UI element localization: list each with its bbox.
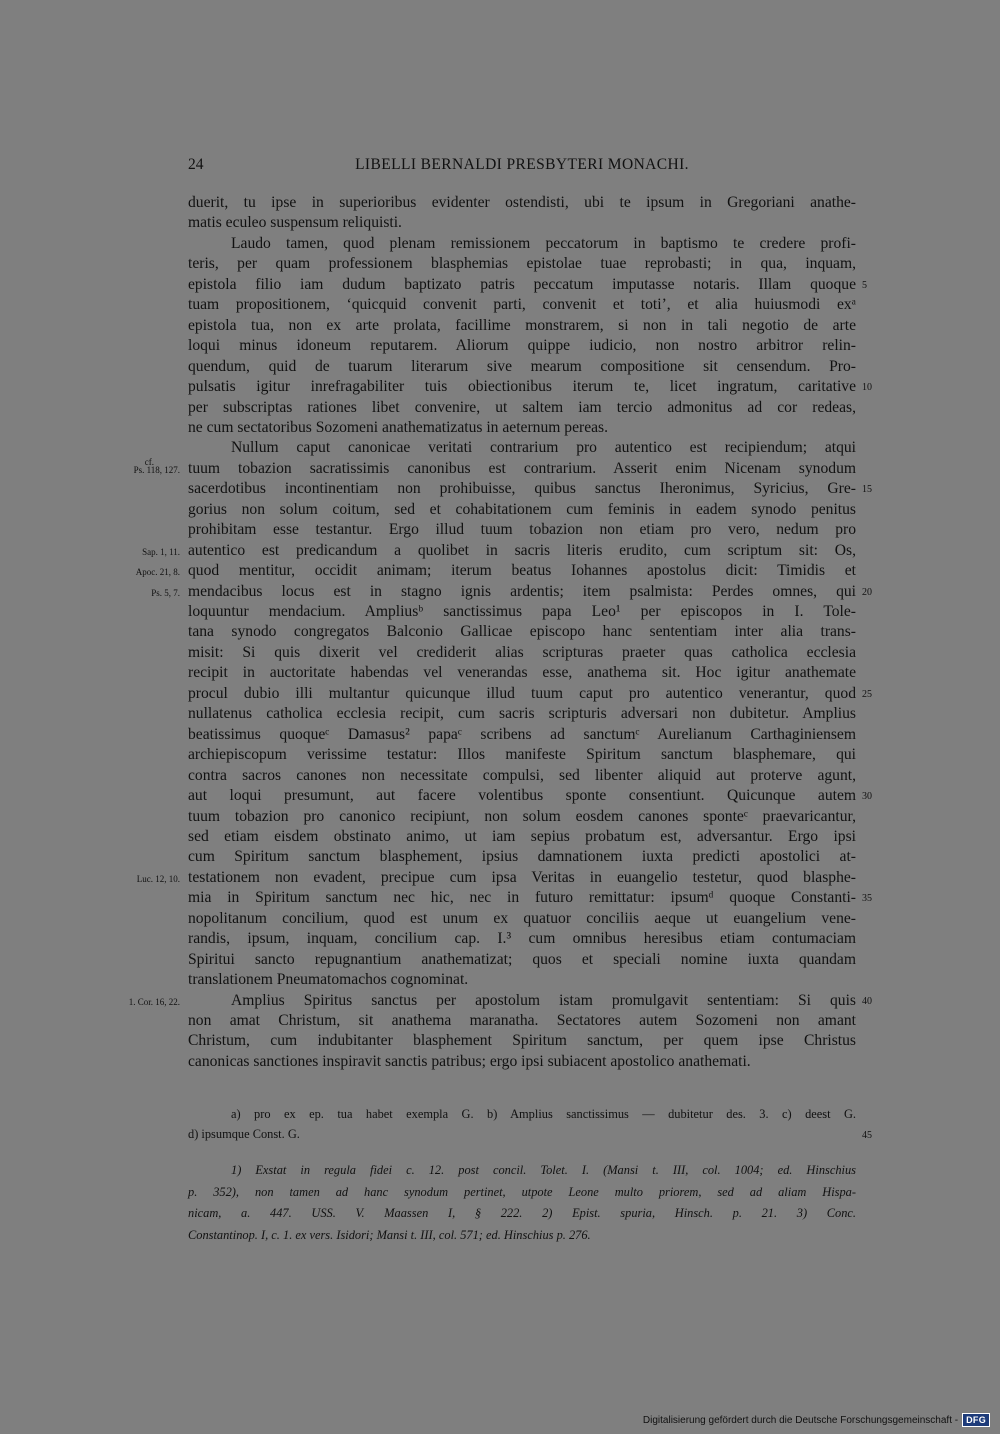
text-line: cum Spiritum sanctum blasphement, ipsius damnationem iuxta predicti apostolici at- — [188, 848, 856, 866]
text-line: teris, per quam professionem blasphemias epistolae tuae reprobasti; in qua, inquam, — [188, 255, 856, 273]
running-title: LIBELLI BERNALDI PRESBYTERI MONACHI. — [355, 156, 689, 173]
text-line: tuam propositionem, ‘quicquid convenit parti, convenit et toti’, et alia huiusmodi exᵃ — [188, 296, 856, 314]
text-line: non amat Christum, sit anathema maranatha. Sectatores autem Sozomeni non amant — [188, 1012, 856, 1029]
text-line: per subscriptas rationes libet convenire, ut saltem iam tercio admonitus ad cor redeas, — [188, 398, 856, 416]
line-number: 20 — [862, 586, 872, 598]
margin-reference: cf. — [144, 456, 154, 467]
line-number: 45 — [862, 1130, 872, 1141]
text-line: sacerdotibus incontinentiam non prohibuisse, quibus sanctus Iheronimus, Syricius, Gre- — [188, 480, 856, 498]
text-line: procul dubio illi multantur quicunque illud tuum caput pro autentico venerantur, quod — [188, 684, 856, 702]
text-line: beatissimus quoqueᶜ Damasus² papaᶜ scribens ad sanctumᶜ Aurelianum Carthaginiensem — [188, 725, 856, 743]
text-line: Laudo tamen, quod plenam remissionem peccatorum in baptismo te credere profi- — [231, 234, 856, 252]
text-line: recipit in auctoritate habendas vel venerandas esse, anathema sit. Hoc igitur anathemate — [188, 664, 856, 682]
text-line: ne cum sectatoribus Sozomeni anathematizatus in aeternum pereas. — [188, 418, 609, 436]
text-line: Nullum caput canonicae veritati contrarium pro autentico est recipiendum; atqui — [231, 439, 856, 457]
text-line: loqui minus idoneum reputarem. Aliorum quippe iudicio, non nostro arbitror relin- — [188, 337, 856, 355]
margin-reference: Sap. 1, 11. — [142, 546, 180, 557]
text-line: mendacibus locus est in stagno ignis ardentis; item psalmista: Perdes omnes, qui — [188, 582, 856, 600]
text-line: tuum tobazion pro canonico recipiunt, non solum eosdem canones sponteᶜ praevaricantur, — [188, 807, 856, 825]
text-line: translationem Pneumatomachos cognominat. — [188, 971, 469, 989]
margin-reference: Apoc. 21, 8. — [135, 567, 180, 578]
text-line: misit: Si quis dixerit vel crediderit alias scripturas praeter quas catholica ecclesia — [188, 643, 856, 661]
variant-line: a) pro ex ep. tua habet exempla G. b) Amplius sanctissimus — dubitetur des. 3. c) deest G. — [231, 1107, 856, 1121]
text-line: duerit, tu ipse in superioribus evidenter ostendisti, ubi te ipsum in Gregoriani anathe- — [188, 194, 856, 211]
text-line: contra sacros canones non necessitate compulsi, sed libenter aliquid aut proterve agunt, — [188, 766, 856, 784]
text-line: tana synodo congregatos Balconio Gallicae episcopo hanc sententiam inter alia trans- — [188, 623, 856, 641]
text-line: nopolitanum concilium, quod est unum ex quatuor conciliis aeque ut euangelium vene- — [188, 909, 856, 927]
line-number: 40 — [862, 995, 872, 1007]
variant-line: d) ipsumque Const. G. — [188, 1127, 300, 1141]
text-line: Amplius Spiritus sanctus per apostolum istam promulgavit sententiam: Si quis — [231, 991, 856, 1009]
text-line: archiepiscopum verissime testatur: Illos manifeste Spiritum sanctum blasphemare, qui — [188, 746, 856, 764]
footnote-line: 1) Exstat in regula fidei c. 12. post concil. Tolet. I. (Mansi t. III, col. 1004; ed. Hinschius — [231, 1163, 856, 1177]
text-line: prohibitam esse testantur. Ergo illud tuum tobazion non etiam pro vero, nedum pro — [188, 521, 856, 539]
text-line: Spiritui sancto repugnantium anathematizat; quos et speciali nomine iuxta quandam — [188, 950, 856, 968]
text-line: autentico est predicandum a quolibet in sacris literis erudito, cum scriptum sit: Os, — [188, 541, 856, 559]
line-number: 30 — [862, 791, 872, 803]
text-line: nullatenus catholica ecclesia recipit, cum sacris scripturis adversari non dubitetur. Amplius — [188, 705, 856, 723]
margin-reference: 1. Cor. 16, 22. — [128, 996, 180, 1007]
text-line: sed etiam eisdem obstinato animo, ut iam sepius probatum est, adversantur. Ergo ipsi — [188, 827, 856, 845]
text-line: gorius non solum coitum, sed et cohabitationem cum feminis in eadem synodo penitus — [188, 500, 856, 518]
text-line: quod mentitur, occidit animam; iterum beatus Iohannes apostolus dicit: Timidis et — [188, 562, 856, 580]
line-number: 15 — [862, 484, 872, 496]
text-line: epistola filio iam dudum baptizato patris peccatum imputasse notaris. Illam quoque — [188, 275, 856, 293]
text-line: pulsatis igitur inrefragabiliter tuis obiectionibus iterum te, licet ingratum, caritative — [188, 378, 856, 396]
text-line: loquuntur mendacium. Ampliusᵇ sanctissimus papa Leo¹ per episcopos in I. Tole- — [188, 603, 856, 620]
text-line: canonicas sanctiones inspiravit sanctis patribus; ergo ipsi subiacent apostolico anathemati. — [188, 1052, 751, 1070]
margin-reference: Luc. 12, 10. — [136, 873, 180, 884]
margin-reference: Ps. 5, 7. — [151, 587, 180, 598]
text-line: Christum, cum indubitanter blasphement Spiritum sanctum, per quem ipse Christus — [188, 1032, 856, 1050]
credit-text: Digitalisierung gefördert durch die Deutsche Forschungsgemeinschaft - — [642, 1414, 959, 1426]
digitization-credit — [643, 1412, 990, 1428]
line-number: 35 — [862, 893, 872, 905]
line-number: 25 — [862, 688, 872, 700]
line-number: 5 — [862, 279, 867, 291]
text-line: aut loqui presumunt, aut facere volentibus sponte consentiunt. Quicunque autem — [188, 787, 856, 805]
text-line: randis, ipsum, inquam, concilium cap. I.³ cum omnibus heresibus etiam contumaciam — [188, 930, 856, 948]
text-line: quendum, quid de tuarum literarum sive mearum compositione sit censendum. Pro- — [188, 357, 856, 375]
text-line: mia in Spiritum sanctum nec hic, nec in futuro remittatur: ipsumᵈ quoque Constanti- — [188, 889, 856, 907]
text-line: matis eculeo suspensum reliquisti. — [188, 214, 402, 232]
text-line: tuum tobazion sacratissimis canonibus est contrarium. Asserit enim Nicenam synodum — [188, 459, 856, 477]
margin-reference: Ps. 118, 127. — [133, 464, 180, 475]
dfg-logo: DFG — [962, 1413, 990, 1427]
line-number: 10 — [862, 382, 872, 394]
page-number: 24 — [188, 156, 204, 173]
footnote-line: p. 352), non tamen ad hanc synodum pertinet, utpote Leone multo priorem, sed ad aliam Hispa- — [188, 1184, 856, 1199]
footnote-line: Constantinop. I, c. 1. ex vers. Isidori; Mansi t. III, col. 571; ed. Hinschius p. 276. — [188, 1227, 591, 1242]
text-line: testationem non evadent, precipue cum ipsa Veritas in euangelio testetur, quod blasphe- — [188, 868, 856, 886]
running-header — [188, 156, 856, 178]
text-line: epistola tua, non ex arte prolata, facillime monstrarem, si non in tali negotio de arte — [188, 316, 856, 334]
footnote-line: nicam, a. 447. USS. V. Maassen I, § 222. 2) Epist. spuria, Hinsch. p. 21. 3) Conc. — [188, 1206, 856, 1220]
